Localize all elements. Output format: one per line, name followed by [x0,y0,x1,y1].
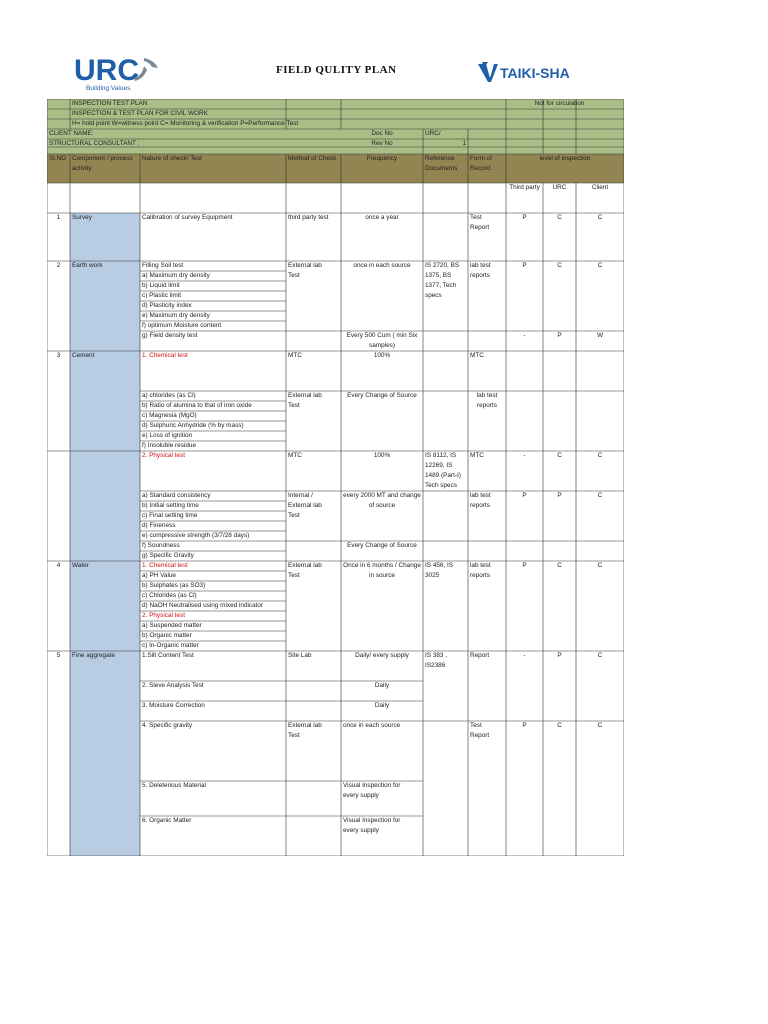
level-client: C [597,652,603,659]
frequency: once a year [365,214,399,221]
test-item: a) Maximum dry density [142,272,210,279]
test-item: d) Plasticity index [142,302,192,309]
method: Site Lab [288,652,312,659]
level-third-party: - [523,652,526,659]
test-item: e) Loss of ignition [142,432,193,439]
frequency: Once in 6 months / Change in source [343,562,421,579]
test-item: g) Specific Gravity [142,552,194,559]
col-frequency: Frequency [366,155,398,162]
level-urc: C [557,452,562,459]
frequency: Every 500 Cum ( min Six samples) [346,332,418,349]
level-client: C [597,722,603,729]
col-third-party: Third party [509,184,540,191]
method: External lab Test [288,562,322,579]
level-client: C [597,214,603,221]
row-no: 2 [56,262,61,269]
reference: IS 456, IS 3025 [425,562,454,579]
frequency: 100% [373,452,391,459]
test-item: f) optimum Moisture content [142,322,222,329]
method: MTC [288,452,302,459]
test-item: f) Soundness [142,542,180,549]
method: External lab Test [288,392,322,409]
form-of-record: MTC [470,352,484,359]
frequency: every 2000 MT and change of source [343,492,421,509]
level-urc: C [557,262,562,269]
col-slno: Sl.NO [49,155,67,162]
col-reference: Reference Documents [425,155,458,172]
level-third-party: P [522,562,527,569]
method: MTC [288,352,302,359]
component-name: Earth work [72,262,103,269]
quality-plan-table [47,99,624,856]
test-item: f) Insoluble residue [142,442,196,449]
svg-text:Building Values: Building Values [86,85,131,92]
frequency: Daily [374,702,390,709]
component-name: Survey [72,214,92,221]
test-item: e) compressive strength (3/7/28 days) [142,532,250,539]
taki-sha-logo [476,60,576,84]
frequency: once in each source [353,262,411,269]
method: third party test [288,214,329,221]
page-title: FIELD QULITY PLAN [276,64,397,76]
level-client: C [597,262,603,269]
component-name: Fine aggregate [72,652,115,659]
test-item: d) NaOH Neutralised using mixed indicator [142,602,264,609]
level-client: C [597,492,603,499]
row-no: 4 [56,562,61,569]
level-client: C [597,562,603,569]
test-item: d) Sulphuric Anhydride (% by mass) [142,422,244,429]
level-urc: C [557,562,562,569]
urc-logo [74,52,169,94]
col-method: Method of Check [288,155,337,162]
method: External lab Test [288,722,322,739]
test-item: a) chlorides (as Cl) [142,392,196,399]
col-form: Form of Record [470,155,493,172]
test-name: 3. Moisture Correction [142,702,205,709]
test-name: Calibration of survey Equipment [142,214,233,221]
form-of-record: Test Report [470,214,490,231]
level-third-party: P [522,262,527,269]
frequency: once in each source [343,722,401,729]
level-third-party: - [523,332,526,339]
test-item: a) Suspended matter [142,622,202,629]
test-heading: 1. Chemical test [142,352,188,359]
info-consultant: STRUCTURAL CONSULTANT : [49,140,140,147]
test-item: b) Organic matter [142,632,192,639]
form-of-record: Report [470,652,490,659]
method: External lab Test [288,262,322,279]
test-item: g) Field density test [142,332,198,339]
test-item: d) Fineness [142,522,176,529]
form-of-record: Test Report [470,722,490,739]
level-third-party: - [523,452,526,459]
test-name: 6. Organic Matter [142,817,192,824]
row-no: 1 [56,214,61,221]
test-item: c) Plastic limit [142,292,182,299]
frequency: Every Change of Source [347,392,417,399]
test-item: c) Magnesia (MgO) [142,412,197,419]
form-of-record: lab test reports [470,562,491,579]
info-rev-no-value: 1 [462,140,466,147]
form-of-record: lab test reports [470,262,491,279]
test-item: b) Sulphates (as SO3) [142,582,206,589]
test-item: a) PH Value [142,572,176,579]
component-name: Water [72,562,89,569]
reference: IS 383 , IS2386 [425,652,448,669]
test-item: e) Maximum dry density [142,312,210,319]
reference: IS 8112, IS 12269, IS 1489 (Part-I) Tech specs [425,452,461,489]
info-client-name: CLIENT NAME: [49,130,94,137]
test-item: c) Chlorides (as Cl) [142,592,197,599]
test-heading: 2. Physical test [142,452,185,459]
level-third-party: P [522,722,527,729]
level-urc: P [557,492,562,499]
info-doc-no-label: Doc No [371,130,393,137]
col-client: Client [591,184,609,191]
info-rev-no-label: Rev No [371,140,393,147]
test-heading: 2. Physical test [142,612,185,619]
svg-text:TAIKI-SHA: TAIKI-SHA [500,65,570,81]
col-nature: Nature of check/ Test [142,155,202,162]
test-heading: 1. Chemical test [142,562,188,569]
test-item: a) Standard consistency [142,492,211,499]
test-item: b) Ratio of alumina to that of iron oxide [142,402,252,409]
info-not-for-circulation: Not for circulation [534,100,585,107]
test-name: 1.Silt Content Test [142,652,194,659]
level-third-party: P [522,214,527,221]
test-item: b) Liquid limit [142,282,180,289]
component-name: Cement [72,352,95,359]
test-item: c) Final setting time [142,512,198,519]
level-urc: P [557,652,562,659]
form-of-record: lab test reports [470,492,491,509]
frequency: Daily [374,682,390,689]
frequency: Daily/ every supply [355,652,409,659]
level-client: C [597,452,603,459]
level-urc: C [557,722,562,729]
test-name: 5. Deleterious Material [142,782,206,789]
svg-text:URC: URC [74,54,139,87]
frequency: Visual Inspection for every supply [343,782,401,799]
test-item: Filling Soil test [142,262,184,269]
info-itp: INSPECTION TEST PLAN [72,100,148,107]
info-doc-no-value: URC/ [425,130,441,137]
info-legend: H= hold point W=witness point C= Monitoring & verification P=Performance Test [72,120,299,127]
level-urc: P [557,332,562,339]
frequency: Every Change of Source [347,542,417,549]
form-of-record: lab test reports [476,392,498,409]
page-header [0,0,768,100]
col-urc: URC [552,184,567,191]
col-component: Component / process activity [72,155,133,172]
info-itp-civil: INSPECTION & TEST PLAN FOR CIVIL WORK [72,110,208,117]
frequency: Visual Inspection for every supply [343,817,401,834]
test-item: b) Initial setting time [142,502,199,509]
level-client: W [596,332,604,339]
level-urc: C [557,214,562,221]
test-name: 4. Specific gravity [142,722,193,729]
col-level: level of inspection [539,155,591,162]
row-no: 5 [56,652,61,659]
row-no: 3 [56,352,61,359]
method: Internal / External lab Test [288,492,322,519]
form-of-record: MTC [470,452,484,459]
test-name: 2. Sieve Analysis Test [142,682,204,689]
test-item: c) In-Organic matter [142,642,199,649]
frequency: 100% [373,352,391,359]
level-third-party: P [522,492,527,499]
reference: IS 2720, BS 1375, BS 1377, Tech specs [425,262,460,299]
